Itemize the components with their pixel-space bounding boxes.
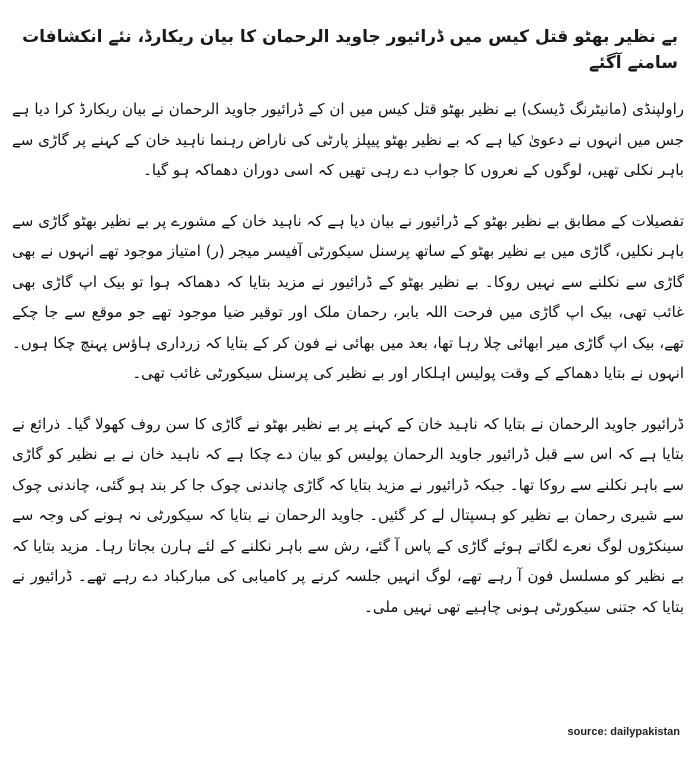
article-headline: بے نظیر بھٹو قتل کیس میں ڈرائیور جاوید الرحمان کا بیان ریکارڈ، نئے انکشافات سامنے آگئے bbox=[22, 27, 678, 73]
article-paragraph-1: راولپنڈی (مانیٹرنگ ڈیسک) بے نظیر بھٹو قتل کیس میں ان کے ڈرائیور جاوید الرحمان نے بیان ریکارڈ کرا دیا ہے جس میں انہوں نے دعویٰ کیا ہے کہ بے نظیر بھٹو پیپلز پارٹی کی ناراض رہنما ناہید خان کے کہنے پر گاڑی سے باہر نکلی تھیں، لوگوں کے نعروں کا جواب دے رہی تھیں کہ اسی دوران دھماکہ ہو گیا۔ bbox=[12, 100, 684, 179]
article-paragraph-3: ڈرائیور جاوید الرحمان نے بتایا کہ ناہید خان کے کہنے پر بے نظیر بھٹو نے گاڑی کا سن روف کھولا گیا۔ ذرائع نے بتایا ہے کہ اس سے قبل ڈرائیور جاوید الرحمان پولیس کو بیان دے چکا ہے کہ ناہید خان نے بے نظیر کو گاڑی سے باہر نکلنے سے روکا تھا۔ جبکہ ڈرائیور نے مزید بتایا کہ گاڑی چاندنی چوک جا کر بند ہو گئی، چاندنی چوک سے شیری رحمان بے نظیر کو ہسپتال لے کر گئیں۔ جاوید الرحمان نے بتایا کہ سیکورٹی نہ ہونے کی وجہ سے سینکڑوں لوگ نعرے لگاتے ہوئے گاڑی کے پاس آ گئے، رش سے باہر نکلنے کے لئے ہارن بجاتا رہا۔ مزید بتایا کہ بے نظیر کو مسلسل فون آ رہے تھے، لوگ انہیں جلسہ کرنے پر کامیابی کی مبارکباد دے رہے تھے۔ ڈرائیور نے بتایا کہ جتنی سیکورٹی ہونی چاہیے تھی نہیں ملی۔ bbox=[12, 414, 684, 616]
article-paragraph-2: تفصیلات کے مطابق بے نظیر بھٹو کے ڈرائیور نے بیان دیا ہے کہ ناہید خان کے مشورے پر بے نظیر بھٹو گاڑی سے باہر نکلیں، گاڑی میں بے نظیر بھٹو کے ساتھ پرسنل سیکورٹی آفیسر میجر (ر) امتیاز موجود تھے انہوں نے بھی گاڑی سے نکلنے سے نہیں روکا۔ بے نظیر بھٹو کے ڈرائیور نے مزید بتایا کہ دھماکہ ہوا تو بیک اپ گاڑی بھی غائب تھی، بیک اپ گاڑی میں فرحت اللہ بابر، رحمان ملک اور توقیر ضیا موجود تھے جو موقع سے جا چکے تھے، بیک اپ گاڑی میر ابھائی چلا رہا تھا، بعد میں بھائی نے فون کر کے بتایا کہ زرداری ہاؤس پہنچ چکا ہوں۔ انہوں نے بتایا دھماکے کے وقت پولیس اہلکار اور بے نظیر کی پرسنل سیکورٹی غائب تھی۔ bbox=[12, 211, 684, 382]
source-credit: source: dailypakistan bbox=[567, 726, 680, 738]
